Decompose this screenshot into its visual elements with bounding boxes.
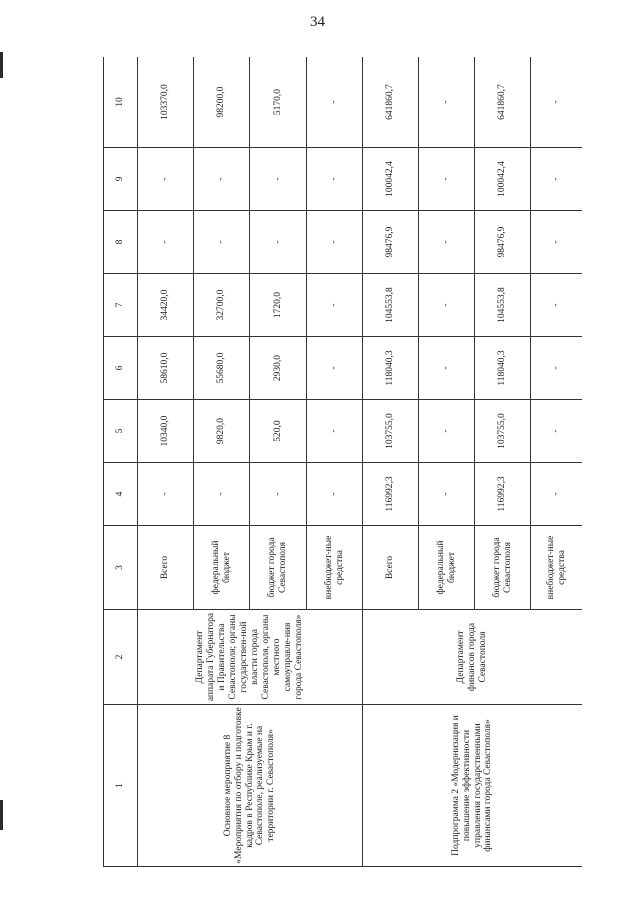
page-number: 34	[310, 14, 325, 30]
value-cell: -	[250, 148, 307, 211]
source-cell: Всего	[138, 526, 194, 610]
value-cell: 55680,0	[194, 337, 250, 400]
value-cell: 32700,0	[194, 274, 250, 337]
block-name-cell: Основное мероприятие 8 «Мероприятия по отбору и подготовке кадров в Республике Крым и г. Севастополе, реализуемые на территории г. Севастополя»	[138, 705, 363, 867]
value-cell: 103370,0	[138, 57, 194, 148]
value-cell: -	[307, 274, 363, 337]
table-row	[138, 57, 194, 867]
value-cell: -	[307, 337, 363, 400]
value-cell: -	[250, 463, 307, 526]
value-cell: -	[531, 337, 583, 400]
value-cell: 520,0	[250, 400, 307, 463]
value-cell: -	[307, 57, 363, 148]
value-cell: 2930,0	[250, 337, 307, 400]
value-cell: -	[138, 211, 194, 274]
rotated-table-content	[103, 57, 582, 867]
value-cell: 98200,0	[194, 57, 250, 148]
value-cell: -	[419, 148, 475, 211]
value-cell: 100042,4	[475, 148, 531, 211]
column-header: 4	[104, 463, 138, 526]
column-header: 8	[104, 211, 138, 274]
source-cell: Всего	[363, 526, 419, 610]
value-cell: 100042,4	[363, 148, 419, 211]
value-cell: 116992,3	[363, 463, 419, 526]
value-cell: -	[250, 211, 307, 274]
value-cell: -	[419, 274, 475, 337]
scan-mark-bottom	[0, 800, 3, 830]
value-cell: -	[307, 400, 363, 463]
value-cell: -	[307, 463, 363, 526]
column-header: 2	[104, 610, 138, 705]
column-header: 10	[104, 57, 138, 148]
value-cell: -	[307, 211, 363, 274]
value-cell: -	[531, 211, 583, 274]
value-cell: -	[194, 211, 250, 274]
value-cell: -	[307, 148, 363, 211]
source-cell: федеральный бюджет	[194, 526, 250, 610]
value-cell: 104553,8	[475, 274, 531, 337]
value-cell: 103755,0	[363, 400, 419, 463]
budget-table	[103, 57, 582, 867]
executor-cell: Департамент аппарата Губернатора и Правительства Севастополя; органы государствен-ной власти города Севастополя, органы местного самоуправле-ния города Севастополя»	[138, 610, 363, 705]
source-cell: внебюджет-ные средства	[531, 526, 583, 610]
source-cell: бюджет города Севастополя	[250, 526, 307, 610]
column-header: 6	[104, 337, 138, 400]
value-cell: 118040,3	[475, 337, 531, 400]
value-cell: 103755,0	[475, 400, 531, 463]
column-header: 5	[104, 400, 138, 463]
rotated-table-frame	[103, 57, 582, 867]
value-cell: -	[138, 148, 194, 211]
value-cell: -	[531, 148, 583, 211]
value-cell: 58610,0	[138, 337, 194, 400]
value-cell: 5170,0	[250, 57, 307, 148]
executor-cell: Департамент финансов города Севастополя	[363, 610, 583, 705]
value-cell: 641860,7	[363, 57, 419, 148]
value-cell: 641860,7	[475, 57, 531, 148]
value-cell: 98476,9	[363, 211, 419, 274]
value-cell: -	[419, 211, 475, 274]
value-cell: -	[531, 274, 583, 337]
value-cell: -	[419, 337, 475, 400]
column-header: 7	[104, 274, 138, 337]
source-cell: внебюджет-ные средства	[307, 526, 363, 610]
value-cell: 98476,9	[475, 211, 531, 274]
table-row	[363, 57, 419, 867]
value-cell: -	[419, 463, 475, 526]
column-header: 1	[104, 705, 138, 867]
value-cell: 9820,0	[194, 400, 250, 463]
value-cell: -	[419, 400, 475, 463]
value-cell: -	[531, 463, 583, 526]
value-cell: 104553,8	[363, 274, 419, 337]
value-cell: -	[194, 148, 250, 211]
value-cell: -	[194, 463, 250, 526]
value-cell: -	[419, 57, 475, 148]
scan-mark-top	[0, 52, 3, 78]
value-cell: 116992,3	[475, 463, 531, 526]
value-cell: 1720,0	[250, 274, 307, 337]
column-header: 9	[104, 148, 138, 211]
value-cell: 118040,3	[363, 337, 419, 400]
table-header-row	[104, 57, 138, 867]
value-cell: -	[531, 400, 583, 463]
source-cell: бюджет города Севастополя	[475, 526, 531, 610]
value-cell: -	[531, 57, 583, 148]
block-name-cell: Подпрограмма 2 «Модернизация и повышение эффективности управления государственными финансами города Севастополя»	[363, 705, 583, 867]
source-cell: федеральный бюджет	[419, 526, 475, 610]
column-header: 3	[104, 526, 138, 610]
value-cell: -	[138, 463, 194, 526]
value-cell: 34420,0	[138, 274, 194, 337]
value-cell: 10340,0	[138, 400, 194, 463]
